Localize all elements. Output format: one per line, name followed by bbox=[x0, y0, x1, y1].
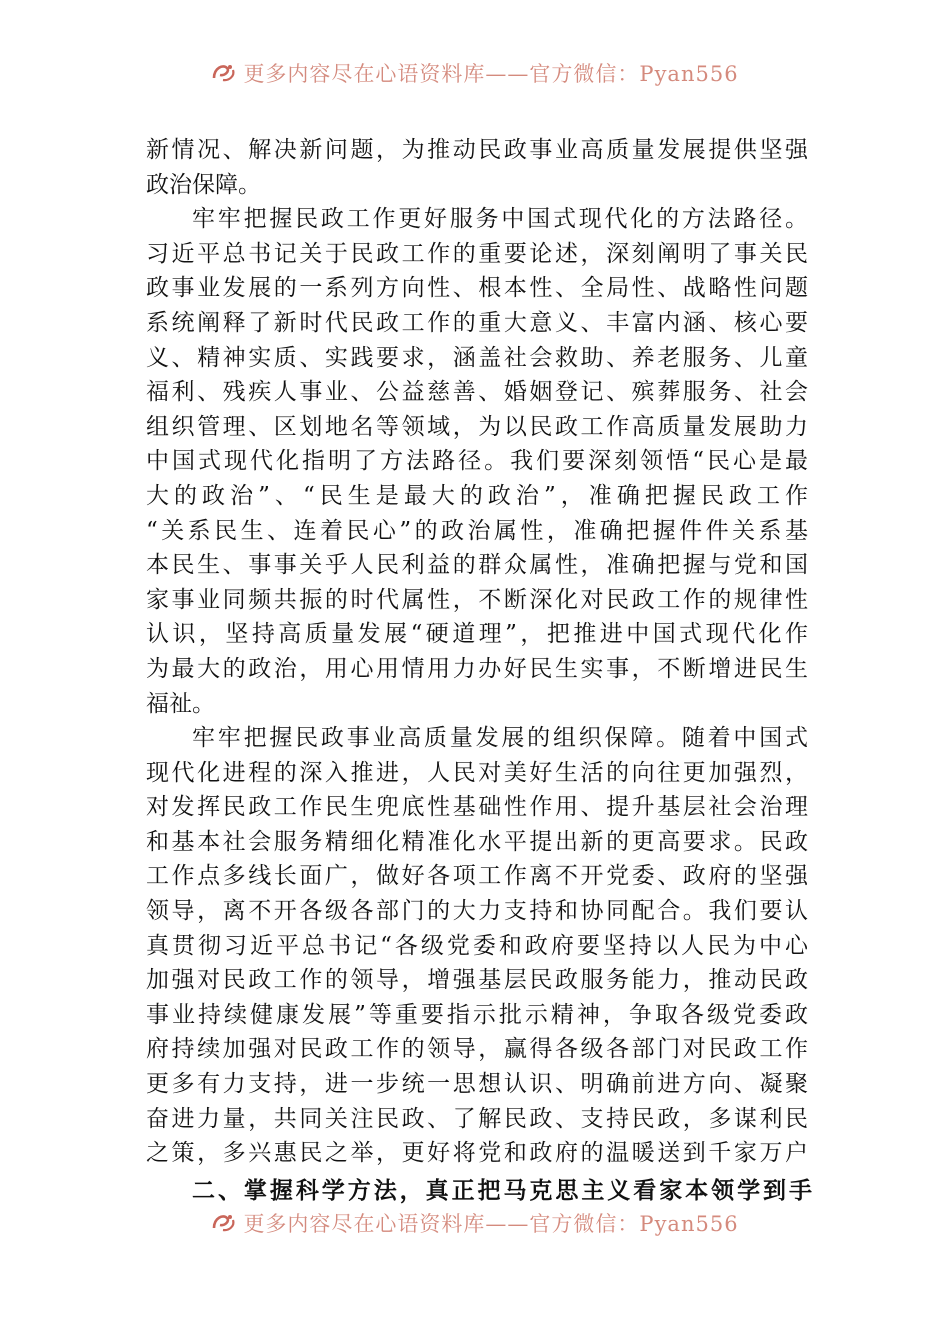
watermark-top bbox=[0, 58, 950, 86]
text-line: 对发挥民政工作民生兜底性基础性作用、提升基层社会治理 bbox=[146, 794, 808, 821]
text-line: 习近平总书记关于民政工作的重要论述，深刻阐明了事关民 bbox=[146, 240, 808, 267]
text-line: 工作点多线长面广，做好各项工作离不开党委、政府的坚强 bbox=[146, 863, 808, 890]
text-line: 家事业同频共振的时代属性，不断深化对民政工作的规律性 bbox=[146, 586, 808, 613]
watermark-logo-icon bbox=[211, 1212, 237, 1236]
text-line: 府持续加强对民政工作的领导，赢得各级各部门对民政工作 bbox=[146, 1036, 808, 1063]
text-line: 为最大的政治，用心用情用力办好民生实事，不断增进民生 bbox=[146, 655, 808, 682]
text-line: 新情况、解决新问题，为推动民政事业高质量发展提供坚强 bbox=[146, 137, 808, 163]
text-line: 本民生、事事关乎人民利益的群众属性，准确把握与党和国 bbox=[146, 552, 808, 579]
watermark-text: 更多内容尽在心语资料库——官方微信：Pyan556 bbox=[243, 1212, 739, 1236]
text-line: 奋进力量，共同关注民政、了解民政、支持民政，多谋利民 bbox=[146, 1105, 808, 1132]
text-line: 福利、残疾人事业、公益慈善、婚姻登记、殡葬服务、社会 bbox=[146, 379, 808, 406]
text-line: 组织管理、区划地名等领域，为以民政工作高质量发展助力 bbox=[146, 413, 808, 440]
paragraph bbox=[146, 133, 808, 202]
text-line: 大的政治”、“民生是最大的政治”，准确把握民政工作 bbox=[146, 482, 808, 509]
text-line: 政事业发展的一系列方向性、根本性、全局性、战略性问题 bbox=[146, 275, 808, 302]
text-line: 系统阐释了新时代民政工作的重大意义、丰富内涵、核心要 bbox=[146, 309, 808, 336]
text-line: 福祉。 bbox=[146, 690, 215, 717]
text-line: 政治保障。 bbox=[146, 171, 261, 198]
text-line: 和基本社会服务精细化精准化水平提出新的更高要求。民政 bbox=[146, 828, 808, 855]
text-line: 领导，离不开各级各部门的大力支持和协同配合。我们要认 bbox=[146, 898, 808, 925]
text-line: 真贯彻习近平总书记“各级党委和政府要坚持以人民为中心 bbox=[146, 932, 808, 959]
text-line: 中国式现代化指明了方法路径。我们要深刻领悟“民心是最 bbox=[146, 448, 808, 475]
text-line: 认识，坚持高质量发展“硬道理”，把推进中国式现代化作 bbox=[146, 621, 808, 648]
paragraph bbox=[146, 202, 808, 721]
section-heading: 二、掌握科学方法，真正把马克思主义看家本领学到手 bbox=[192, 1178, 812, 1204]
text-line: 加强对民政工作的领导，增强基层民政服务能力，推动民政 bbox=[146, 967, 808, 994]
watermark-logo-icon bbox=[211, 62, 237, 86]
text-line: 更多有力支持，进一步统一思想认识、明确前进方向、凝聚 bbox=[146, 1071, 808, 1098]
text-line: 之策，多兴惠民之举，更好将党和政府的温暖送到千家万户 bbox=[146, 1140, 808, 1167]
text-line: 牢牢把握民政事业高质量发展的组织保障。随着中国式 bbox=[192, 725, 808, 752]
watermark-bottom bbox=[0, 1208, 950, 1236]
text-line: “关系民生、连着民心”的政治属性，准确把握件件关系基 bbox=[146, 517, 808, 544]
body-text bbox=[146, 133, 808, 1171]
text-line: 现代化进程的深入推进，人民对美好生活的向往更加强烈， bbox=[146, 759, 808, 786]
paragraph bbox=[146, 721, 808, 1171]
text-line: 事业持续健康发展”等重要指示批示精神，争取各级党委政 bbox=[146, 1001, 808, 1028]
text-line: 义、精神实质、实践要求，涵盖社会救助、养老服务、儿童 bbox=[146, 344, 808, 371]
watermark-text: 更多内容尽在心语资料库——官方微信：Pyan556 bbox=[243, 62, 739, 86]
text-line: 牢牢把握民政工作更好服务中国式现代化的方法路径。 bbox=[192, 206, 808, 233]
